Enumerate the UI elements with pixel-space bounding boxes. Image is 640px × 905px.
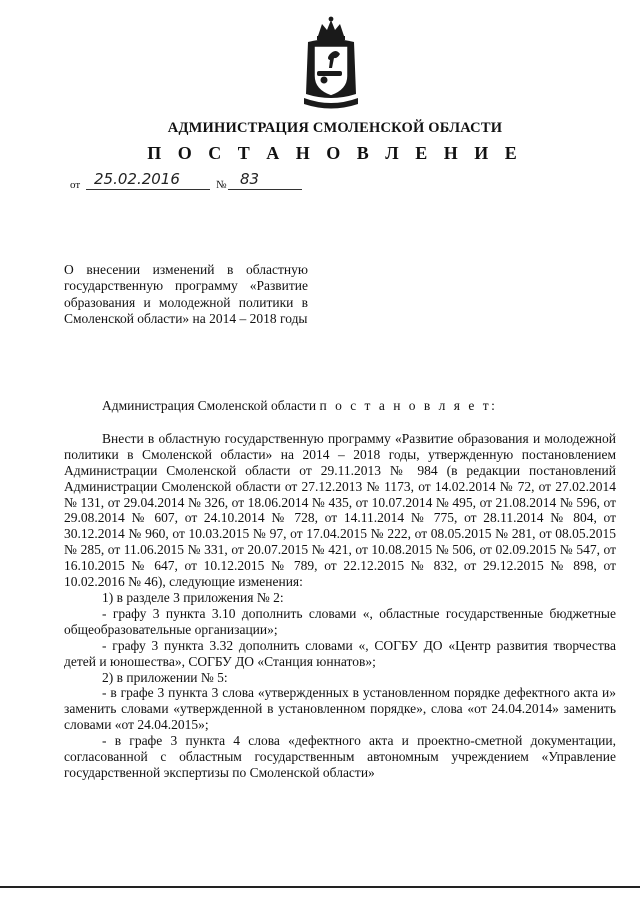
body-paragraph: - графу 3 пункта 3.10 дополнить словами «, областные государственные бюджетные общеобразовательные организации»;: [64, 605, 616, 637]
organization-name: АДМИНИСТРАЦИЯ СМОЛЕНСКОЙ ОБЛАСТИ: [167, 120, 503, 136]
body-paragraph: 2) в приложении № 5:: [102, 669, 228, 685]
intro-lead: Администрация Смоленской области: [102, 398, 317, 413]
body-paragraph: Внести в областную государственную программу «Развитие образования и молодежной политики в Смоленской области» на 2014 – 2018 годы, утвержденную постановлением Администрации Смоленской области от 29.11.2013 № 984 (в редакции постановлений Администрации Смоленской области от 27.12.2013 № 1173, от 14.02.2014 № 72, от 27.02.2014 № 131, от 29.04.2014 № 326, от 18.06.2014 № 435, от 10.07.2014 № 495, от 21.08.2014 № 596, от 29.08.2014 № 607, от 24.10.2014 № 728, от 14.11.2014 № 775, от 28.11.2014 № 804, от 30.12.2014 № 960, от 10.03.2015 № 97, от 17.04.2015 № 222, от 08.05.2015 № 281, от 08.05.2015 № 285, от 11.06.2015 № 331, от 20.07.2015 № 421, от 10.08.2015 № 506, от 02.09.2015 № 547, от 16.10.2015 № 647, от 10.12.2015 № 789, от 22.12.2015 № 832, от 29.12.2015 № 898, от 10.02.2016 № 46), следующие изменения:: [64, 430, 616, 590]
page-bottom-rule: [0, 886, 640, 888]
body-paragraph: - в графе 3 пункта 3 слова «утвержденных в установленном порядке дефектного акта и» заменить словами «утвержденной в установленном порядке», слова «от 24.04.2014» заменить словами «от 24.04.2015»;: [64, 685, 616, 733]
date-number-line: [70, 170, 330, 192]
document-number: 83: [240, 170, 260, 188]
number-underline: [228, 189, 302, 190]
body-paragraph: - графу 3 пункта 3.32 дополнить словами «, СОГБУ ДО «Центр развития творчества детей и юношества», СОГБУ ДО «Станция юннатов»;: [64, 637, 616, 669]
intro-verb: п о с т а н о в л я е т:: [319, 398, 498, 413]
date-underline: [86, 189, 210, 190]
coat-of-arms-icon: [296, 14, 366, 114]
body-paragraph: 1) в разделе 3 приложения № 2:: [102, 589, 284, 605]
number-label: №: [216, 179, 227, 191]
date-from-label: от: [70, 179, 81, 191]
body-paragraph: - в графе 3 пункта 4 слова «дефектного акта и проектно-сметной документации, согласованной с областным государственным автономным учреждением «Управление государственной экспертизы по Смоленской области»: [64, 733, 616, 780]
document-type-title: П О С Т А Н О В Л Е Н И Е: [147, 143, 523, 163]
document-date: 25.02.2016: [94, 170, 180, 188]
document-body: [64, 398, 616, 781]
intro-paragraph: [64, 398, 616, 414]
document-subject: О внесении изменений в областную государственную программу «Развитие образования и молодежной политики в Смоленской области» на 2014 – 2018 годы: [64, 262, 308, 326]
